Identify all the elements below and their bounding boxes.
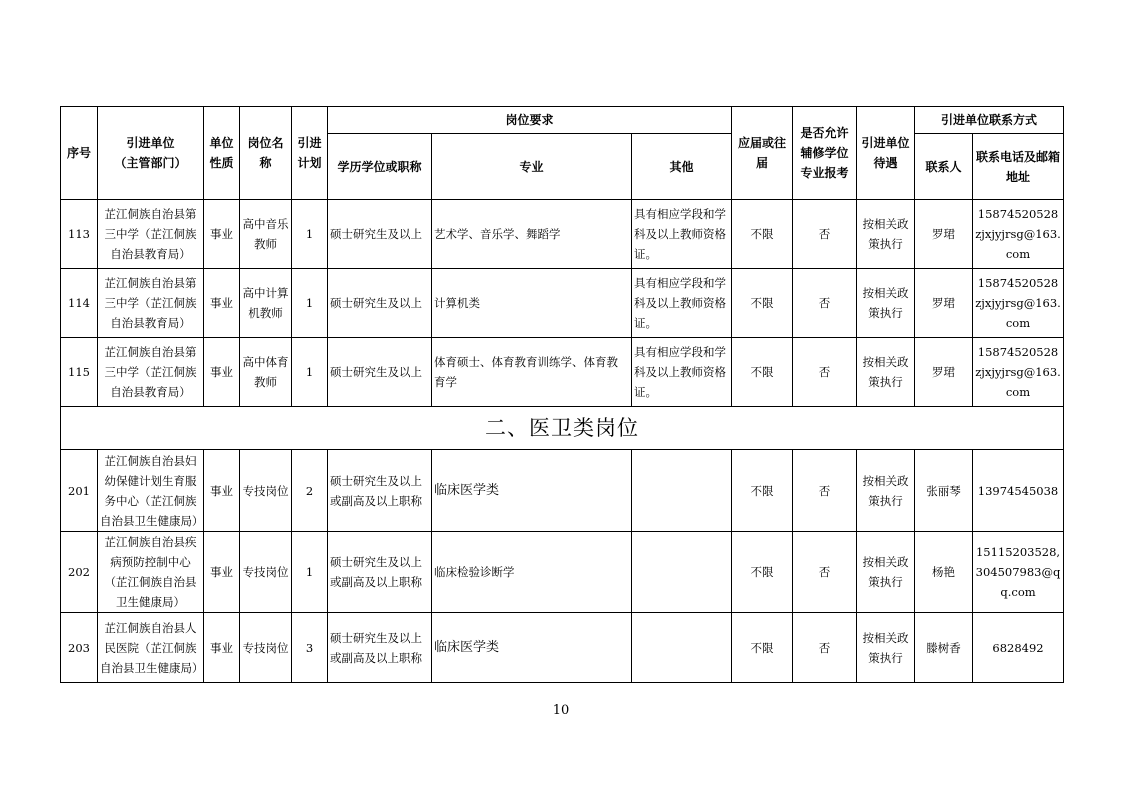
cell-minor: 否 xyxy=(793,532,857,613)
cell-phone: 13974545038 xyxy=(973,450,1064,532)
cell-major: 临床医学类 xyxy=(432,450,632,532)
cell-seq: 203 xyxy=(61,613,98,683)
cell-contact: 滕树香 xyxy=(915,613,973,683)
cell-treatment: 按相关政策执行 xyxy=(857,450,915,532)
cell-contact: 罗珺 xyxy=(915,269,973,338)
header-degree: 学历学位或职称 xyxy=(328,134,432,200)
cell-unit: 芷江侗族自治县人民医院（芷江侗族自治县卫生健康局） xyxy=(98,613,204,683)
header-minor: 是否允许辅修学位专业报考 xyxy=(793,107,857,200)
cell-treatment: 按相关政策执行 xyxy=(857,613,915,683)
header-phone: 联系电话及邮箱地址 xyxy=(973,134,1064,200)
cell-phone: 15874520528 zjxjyjrsg@163.com xyxy=(973,200,1064,269)
cell-unit: 芷江侗族自治县第三中学（芷江侗族自治县教育局） xyxy=(98,200,204,269)
cell-minor: 否 xyxy=(793,450,857,532)
cell-degree: 硕士研究生及以上 xyxy=(328,200,432,269)
cell-grad: 不限 xyxy=(732,200,793,269)
header-contact: 联系人 xyxy=(915,134,973,200)
cell-degree: 硕士研究生及以上或副高及以上职称 xyxy=(328,613,432,683)
cell-phone: 15874520528 zjxjyjrsg@163.com xyxy=(973,338,1064,407)
cell-major: 临床医学类 xyxy=(432,613,632,683)
cell-plan: 1 xyxy=(292,200,328,269)
cell-minor: 否 xyxy=(793,338,857,407)
cell-grad: 不限 xyxy=(732,613,793,683)
header-row-1 xyxy=(61,107,1064,134)
table-row xyxy=(61,200,1064,269)
cell-degree: 硕士研究生及以上 xyxy=(328,269,432,338)
cell-unit: 芷江侗族自治县第三中学（芷江侗族自治县教育局） xyxy=(98,269,204,338)
cell-treatment: 按相关政策执行 xyxy=(857,200,915,269)
cell-treatment: 按相关政策执行 xyxy=(857,269,915,338)
header-grad: 应届或往届 xyxy=(732,107,793,200)
cell-phone: 15115203528, 304507983@qq.com xyxy=(973,532,1064,613)
cell-nature: 事业 xyxy=(204,613,240,683)
cell-other: 具有相应学段和学科及以上教师资格证。 xyxy=(632,200,732,269)
header-treatment: 引进单位待遇 xyxy=(857,107,915,200)
section-title: 二、医卫类岗位 xyxy=(61,407,1064,450)
cell-post: 高中音乐教师 xyxy=(240,200,292,269)
cell-seq: 201 xyxy=(61,450,98,532)
header-post: 岗位名称 xyxy=(240,107,292,200)
cell-post: 高中计算机教师 xyxy=(240,269,292,338)
header-plan: 引进计划 xyxy=(292,107,328,200)
cell-seq: 113 xyxy=(61,200,98,269)
cell-other: 具有相应学段和学科及以上教师资格证。 xyxy=(632,269,732,338)
header-requirements: 岗位要求 xyxy=(328,107,732,134)
section-row xyxy=(61,407,1064,450)
cell-major: 体育硕士、体育教育训练学、体育教育学 xyxy=(432,338,632,407)
cell-seq: 115 xyxy=(61,338,98,407)
page-number: 10 xyxy=(552,703,570,718)
cell-other xyxy=(632,613,732,683)
recruitment-table xyxy=(60,106,1064,683)
cell-plan: 2 xyxy=(292,450,328,532)
cell-treatment: 按相关政策执行 xyxy=(857,338,915,407)
cell-contact: 杨艳 xyxy=(915,532,973,613)
header-seq: 序号 xyxy=(61,107,98,200)
header-contact-group: 引进单位联系方式 xyxy=(915,107,1064,134)
cell-phone: 15874520528 zjxjyjrsg@163.com xyxy=(973,269,1064,338)
cell-phone: 6828492 xyxy=(973,613,1064,683)
cell-nature: 事业 xyxy=(204,269,240,338)
table-row xyxy=(61,450,1064,532)
table-row xyxy=(61,338,1064,407)
cell-degree: 硕士研究生及以上或副高及以上职称 xyxy=(328,532,432,613)
cell-grad: 不限 xyxy=(732,450,793,532)
cell-seq: 202 xyxy=(61,532,98,613)
cell-minor: 否 xyxy=(793,200,857,269)
cell-major: 艺术学、音乐学、舞蹈学 xyxy=(432,200,632,269)
cell-major: 计算机类 xyxy=(432,269,632,338)
cell-seq: 114 xyxy=(61,269,98,338)
cell-nature: 事业 xyxy=(204,338,240,407)
cell-unit: 芷江侗族自治县妇幼保健计划生育服务中心（芷江侗族自治县卫生健康局） xyxy=(98,450,204,532)
cell-contact: 罗珺 xyxy=(915,200,973,269)
cell-nature: 事业 xyxy=(204,200,240,269)
table-row xyxy=(61,532,1064,613)
header-unit: 引进单位 （主管部门） xyxy=(98,107,204,200)
cell-other xyxy=(632,532,732,613)
cell-post: 高中体育教师 xyxy=(240,338,292,407)
cell-degree: 硕士研究生及以上 xyxy=(328,338,432,407)
table-row xyxy=(61,613,1064,683)
cell-unit: 芷江侗族自治县疾病预防控制中心（芷江侗族自治县卫生健康局） xyxy=(98,532,204,613)
cell-post: 专技岗位 xyxy=(240,450,292,532)
cell-post: 专技岗位 xyxy=(240,532,292,613)
header-nature: 单位性质 xyxy=(204,107,240,200)
cell-minor: 否 xyxy=(793,269,857,338)
cell-treatment: 按相关政策执行 xyxy=(857,532,915,613)
cell-minor: 否 xyxy=(793,613,857,683)
cell-major: 临床检验诊断学 xyxy=(432,532,632,613)
cell-other xyxy=(632,450,732,532)
cell-nature: 事业 xyxy=(204,532,240,613)
cell-plan: 3 xyxy=(292,613,328,683)
table-row xyxy=(61,269,1064,338)
cell-plan: 1 xyxy=(292,532,328,613)
cell-grad: 不限 xyxy=(732,269,793,338)
cell-grad: 不限 xyxy=(732,338,793,407)
cell-contact: 张丽琴 xyxy=(915,450,973,532)
cell-unit: 芷江侗族自治县第三中学（芷江侗族自治县教育局） xyxy=(98,338,204,407)
cell-degree: 硕士研究生及以上或副高及以上职称 xyxy=(328,450,432,532)
cell-grad: 不限 xyxy=(732,532,793,613)
header-other: 其他 xyxy=(632,134,732,200)
cell-plan: 1 xyxy=(292,269,328,338)
cell-other: 具有相应学段和学科及以上教师资格证。 xyxy=(632,338,732,407)
cell-contact: 罗珺 xyxy=(915,338,973,407)
header-major: 专业 xyxy=(432,134,632,200)
cell-plan: 1 xyxy=(292,338,328,407)
cell-nature: 事业 xyxy=(204,450,240,532)
cell-post: 专技岗位 xyxy=(240,613,292,683)
